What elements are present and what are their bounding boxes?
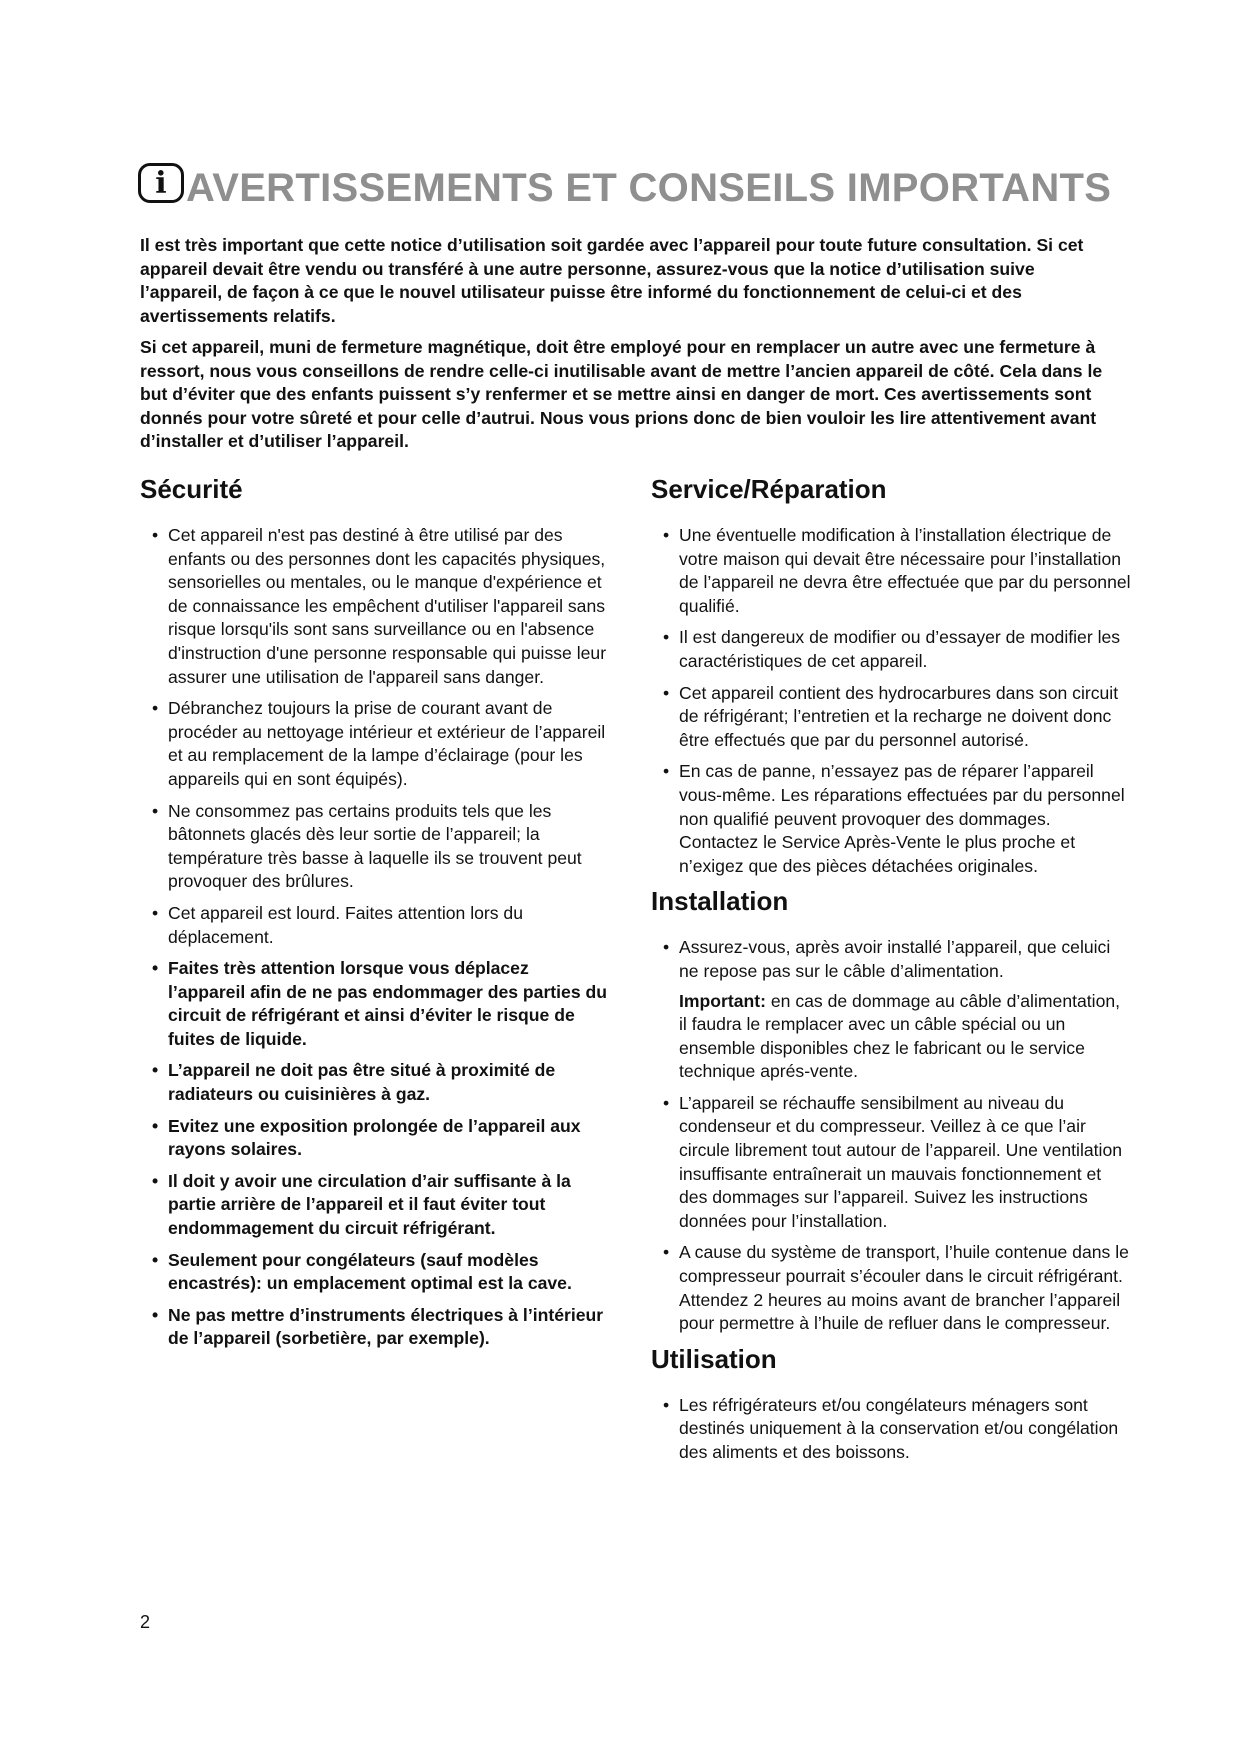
list-item-text: Une éventuelle modification à l’installation électrique de votre maison qui devait être nécessaire pour l’installation de l’appareil ne devra être effectuée que par du personnel qualifié. (679, 525, 1131, 616)
right-column (651, 474, 1131, 1473)
bullet: • (663, 627, 670, 648)
list-item-text: L’appareil ne doit pas être situé à proximité de radiateurs ou cuisinières à gaz. (168, 1060, 556, 1105)
list-item-text: Evitez une exposition prolongée de l’appareil aux rayons solaires. (168, 1115, 581, 1160)
important-text: en cas de dommage au câble d’alimentation, il faudra le remplacer avec un câble spécial ou un ensemble disponibles chez le fabricant ou le service technique aprés-vente. (679, 990, 1121, 1082)
bullet: • (663, 525, 670, 545)
list-item (651, 524, 1131, 618)
list-item (140, 697, 610, 791)
page-number: 2 (140, 1612, 151, 1632)
bullet: • (663, 1242, 670, 1263)
service-list (651, 524, 1131, 878)
list-item (651, 760, 1131, 878)
list-item-text: Il est dangereux de modifier ou d’essayer de modifier les caractéristiques de cet appareil. (679, 627, 1121, 671)
title-text: AVERTISSEMENTS ET CONSEILS IMPORTANTS (186, 165, 1112, 210)
list-item-text: Seulement pour congélateurs (sauf modèles encastrés): un emplacement optimal est la cave. (168, 1249, 572, 1294)
bullet: • (152, 698, 159, 719)
list-item-text: A cause du système de transport, l’huile contenue dans le compresseur pourrait s’écouler dans le circuit réfrigérant. Attendez 2 heures au moins avant de brancher l’appareil pour permettre à l’huile de refluer dans le compresseur. (679, 1242, 1129, 1334)
list-item (140, 800, 610, 894)
bullet: • (152, 1249, 159, 1270)
list-item-text: Faites très attention lorsque vous déplacez l’appareil afin de ne pas endommager des parties du circuit de réfrigérant et ainsi d’éviter le risque de fuites de liquide. (168, 958, 607, 1049)
bullet: • (152, 800, 159, 821)
bullet: • (152, 1170, 159, 1191)
section-heading-securite: Sécurité (140, 474, 243, 504)
bullet: • (663, 682, 670, 703)
bullet: • (663, 937, 670, 958)
list-item (140, 524, 610, 689)
installation-list (651, 936, 1131, 983)
list-item-text: Cet appareil n'est pas destiné à être utilisé par des enfants ou des personnes dont les capacités physiques, sensorielles ou mentales, ou le manque d'expérience et de connaissance les empêchent d'utiliser l'appareil sans risque lorsqu'ils sont sans surveillance ou en l'absence d'instruction d'une personne responsable qui puisse leur assurer une utilisation de l'appareil sans danger. (168, 525, 607, 687)
list-item-text: Les réfrigérateurs et/ou congélateurs ménagers sont destinés uniquement à la conservation et/ou congélation des aliments et des boissons. (679, 1394, 1119, 1462)
section-heading-service: Service/Réparation (651, 474, 887, 504)
installation-list-continued (651, 1092, 1131, 1336)
list-item-text: En cas de panne, n’essayez pas de réparer l’appareil vous-même. Les réparations effectuées par du personnel non qualifié peuvent provoquer des dommages. Contactez le Service Après-Vente le plus proche et n’exigez que des pièces détachées originales. (679, 761, 1125, 876)
intro-paragraph-1: Il est très important que cette notice d’utilisation soit gardée avec l’appareil pour toute future consultation. Si cet appareil devait être vendu ou transféré à une autre personne, assurez-vous que la notice d’utilisation suive l’appareil, de façon à ce que le nouvel utilisateur puisse être informé du fonctionnement de celui-ci et des avertissements relatifs. (140, 235, 1084, 326)
section-heading-utilisation: Utilisation (651, 1343, 777, 1374)
info-icon: i (138, 163, 184, 203)
intro-block (140, 234, 1120, 462)
list-item (140, 1115, 610, 1162)
bullet: • (663, 1092, 670, 1113)
list-item (140, 1304, 610, 1351)
list-item (651, 1092, 1131, 1234)
list-item (140, 957, 610, 1051)
list-item (651, 682, 1131, 753)
bullet: • (152, 1304, 159, 1325)
bullet: • (152, 1060, 159, 1081)
intro-paragraph-2: Si cet appareil, muni de fermeture magnétique, doit être employé pour en remplacer un autre avec une fermeture à ressort, nous vous conseillons de rendre celle-ci inutilisable avant de mettre l’ancien appareil de côté. Cela dans le but d’éviter que des enfants puissent s’y renfermer et se mettre ainsi en danger de mort. Ces avertissements sont donnés pour votre sûreté et pour celle d’autrui. Nous vous prions donc de bien vouloir les lire attentivement avant d’installer et d’utiliser l’appareil. (140, 337, 1103, 451)
list-item-text: Assurez-vous, après avoir installé l’appareil, que celuici ne repose pas sur le câble d’alimentation. (679, 937, 1111, 981)
list-item (651, 936, 1131, 983)
bullet: • (152, 525, 159, 545)
important-label: Important: (679, 990, 766, 1011)
list-item-text: Cet appareil est lourd. Faites attention lors du déplacement. (168, 902, 524, 947)
left-column (140, 474, 610, 1359)
list-item (140, 902, 610, 949)
bullet: • (663, 761, 670, 782)
list-item (651, 1394, 1131, 1465)
list-item (140, 1059, 610, 1106)
important-note (651, 990, 1131, 1084)
list-item (140, 1249, 610, 1296)
list-item-text: Cet appareil contient des hydrocarbures dans son circuit de réfrigérant; l’entretien et la recharge ne doivent donc être effectués que par du personnel autorisé. (679, 682, 1119, 750)
page-title (138, 160, 1111, 216)
list-item-text: L’appareil se réchauffe sensibilment au niveau du condenseur et du compresseur. Veillez à ce que l’air circule librement tout autour de l’appareil. Une ventilation insuffisante entraînerait un mauvais fonctionnement et des dommages sur l’appareil. Suivez les instructions données pour l’installation. (679, 1092, 1123, 1231)
utilisation-list (651, 1394, 1131, 1465)
list-item (651, 1241, 1131, 1335)
list-item (651, 626, 1131, 673)
list-item (140, 1170, 610, 1241)
section-heading-installation: Installation (651, 886, 789, 917)
bullet: • (152, 902, 159, 923)
bullet: • (152, 1115, 159, 1136)
list-item-text: Ne pas mettre d’instruments électriques à l’intérieur de l’appareil (sorbetière, par exemple). (168, 1304, 604, 1349)
securite-list (140, 524, 610, 1351)
list-item-text: Ne consommez pas certains produits tels que les bâtonnets glacés dès leur sortie de l’appareil; la température très basse à laquelle ils se trouvent peut provoquer des brûlures. (168, 800, 582, 892)
bullet: • (663, 1394, 670, 1415)
list-item-text: Il doit y avoir une circulation d’air suffisante à la partie arrière de l’appareil et il faut éviter tout endommagement du circuit réfrigérant. (168, 1170, 571, 1239)
bullet: • (152, 958, 159, 979)
list-item-text: Débranchez toujours la prise de courant avant de procéder au nettoyage intérieur et extérieur de l’appareil et au remplacement de la lampe d’éclairage (pour les appareils qui en sont équipés). (168, 698, 606, 789)
